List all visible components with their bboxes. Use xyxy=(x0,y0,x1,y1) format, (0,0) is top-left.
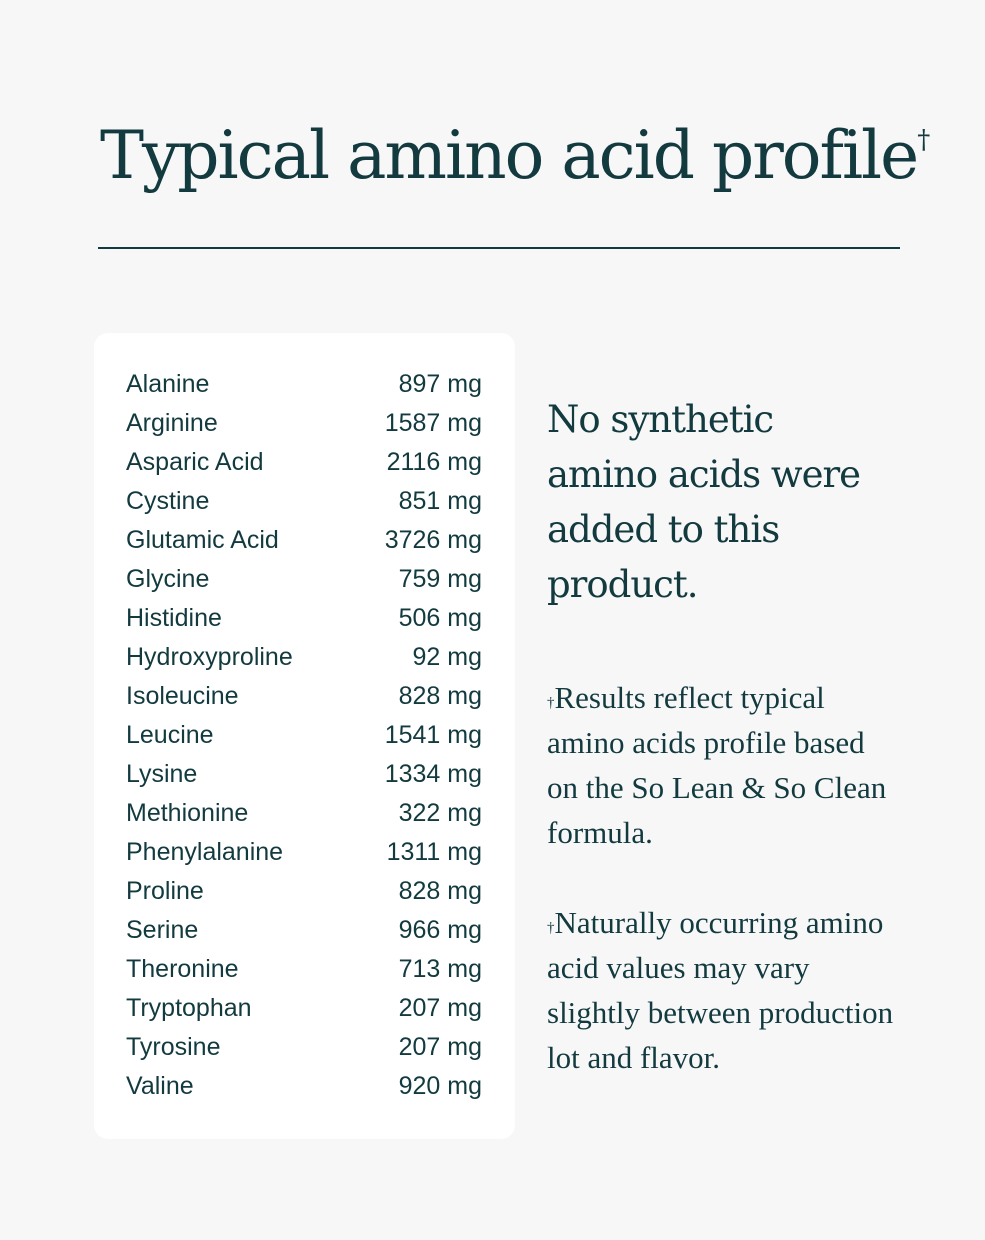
amino-acid-row xyxy=(126,1028,482,1067)
amino-acid-name: Asparic Acid xyxy=(126,448,264,476)
amino-acid-name: Valine xyxy=(126,1072,194,1100)
amino-acid-amount: 713 mg xyxy=(398,955,482,983)
amino-acid-row xyxy=(126,599,482,638)
footnote-variation xyxy=(547,900,897,1080)
amino-acid-amount: 207 mg xyxy=(398,1033,482,1061)
amino-acid-amount: 851 mg xyxy=(398,487,482,515)
footnote-dagger: † xyxy=(547,695,555,711)
amino-acid-row xyxy=(126,404,482,443)
synthetic-statement: No synthetic amino acids were added to this product. xyxy=(547,398,861,606)
amino-acid-amount: 1311 mg xyxy=(386,838,482,866)
amino-acid-name: Leucine xyxy=(126,721,214,749)
amino-acid-name: Serine xyxy=(126,916,199,944)
amino-acid-amount: 2116 mg xyxy=(386,448,482,476)
amino-acid-name: Alanine xyxy=(126,370,210,398)
amino-acid-name: Cystine xyxy=(126,487,210,515)
amino-acid-row xyxy=(126,482,482,521)
amino-acid-row xyxy=(126,365,482,404)
amino-acid-amount: 207 mg xyxy=(398,994,482,1022)
amino-acid-amount: 828 mg xyxy=(398,877,482,905)
amino-acid-name: Tyrosine xyxy=(126,1033,221,1061)
amino-acid-name: Isoleucine xyxy=(126,682,239,710)
page-title-text: Typical amino acid profile xyxy=(100,117,918,194)
amino-acid-table xyxy=(126,365,482,1106)
amino-acid-row xyxy=(126,638,482,677)
amino-acid-amount: 828 mg xyxy=(398,682,482,710)
amino-acid-row xyxy=(126,677,482,716)
amino-acid-row xyxy=(126,716,482,755)
amino-acid-row xyxy=(126,1067,482,1106)
footnote-results xyxy=(547,675,897,855)
amino-acid-row xyxy=(126,833,482,872)
amino-acid-row xyxy=(126,560,482,599)
amino-acid-name: Glutamic Acid xyxy=(126,526,279,554)
amino-acid-name: Hydroxyproline xyxy=(126,643,293,671)
amino-acid-amount: 322 mg xyxy=(398,799,482,827)
amino-acid-name: Histidine xyxy=(126,604,222,632)
page-title xyxy=(100,117,931,194)
amino-acid-amount: 1334 mg xyxy=(384,760,482,788)
amino-acid-row xyxy=(126,911,482,950)
amino-acid-amount: 1541 mg xyxy=(384,721,482,749)
amino-acid-row xyxy=(126,950,482,989)
amino-acid-row xyxy=(126,989,482,1028)
amino-acid-row xyxy=(126,794,482,833)
amino-acid-row xyxy=(126,521,482,560)
amino-acid-name: Methionine xyxy=(126,799,249,827)
amino-acid-name: Arginine xyxy=(126,409,218,437)
amino-acid-name: Lysine xyxy=(126,760,198,788)
amino-acid-amount: 759 mg xyxy=(398,565,482,593)
amino-acid-amount: 92 mg xyxy=(412,643,482,671)
amino-acid-row xyxy=(126,443,482,482)
amino-acid-amount: 506 mg xyxy=(398,604,482,632)
amino-acid-amount: 3726 mg xyxy=(384,526,482,554)
amino-acid-amount: 966 mg xyxy=(398,916,482,944)
amino-acid-row xyxy=(126,755,482,794)
amino-acid-name: Theronine xyxy=(126,955,239,983)
title-divider xyxy=(98,247,900,249)
amino-acid-card xyxy=(94,333,515,1139)
footnote-text: Naturally occurring amino acid values may vary slightly between production lot and flavor. xyxy=(547,905,894,1075)
amino-acid-name: Glycine xyxy=(126,565,210,593)
amino-acid-amount: 897 mg xyxy=(398,370,482,398)
title-dagger: † xyxy=(917,125,931,155)
amino-acid-row xyxy=(126,872,482,911)
footnote-dagger: † xyxy=(547,920,555,936)
amino-acid-amount: 1587 mg xyxy=(384,409,482,437)
footnote-text: Results reflect typical amino acids profile based on the So Lean & So Clean formula. xyxy=(547,680,887,850)
amino-acid-name: Phenylalanine xyxy=(126,838,284,866)
amino-acid-name: Proline xyxy=(126,877,204,905)
amino-acid-name: Tryptophan xyxy=(126,994,252,1022)
amino-acid-amount: 920 mg xyxy=(398,1072,482,1100)
